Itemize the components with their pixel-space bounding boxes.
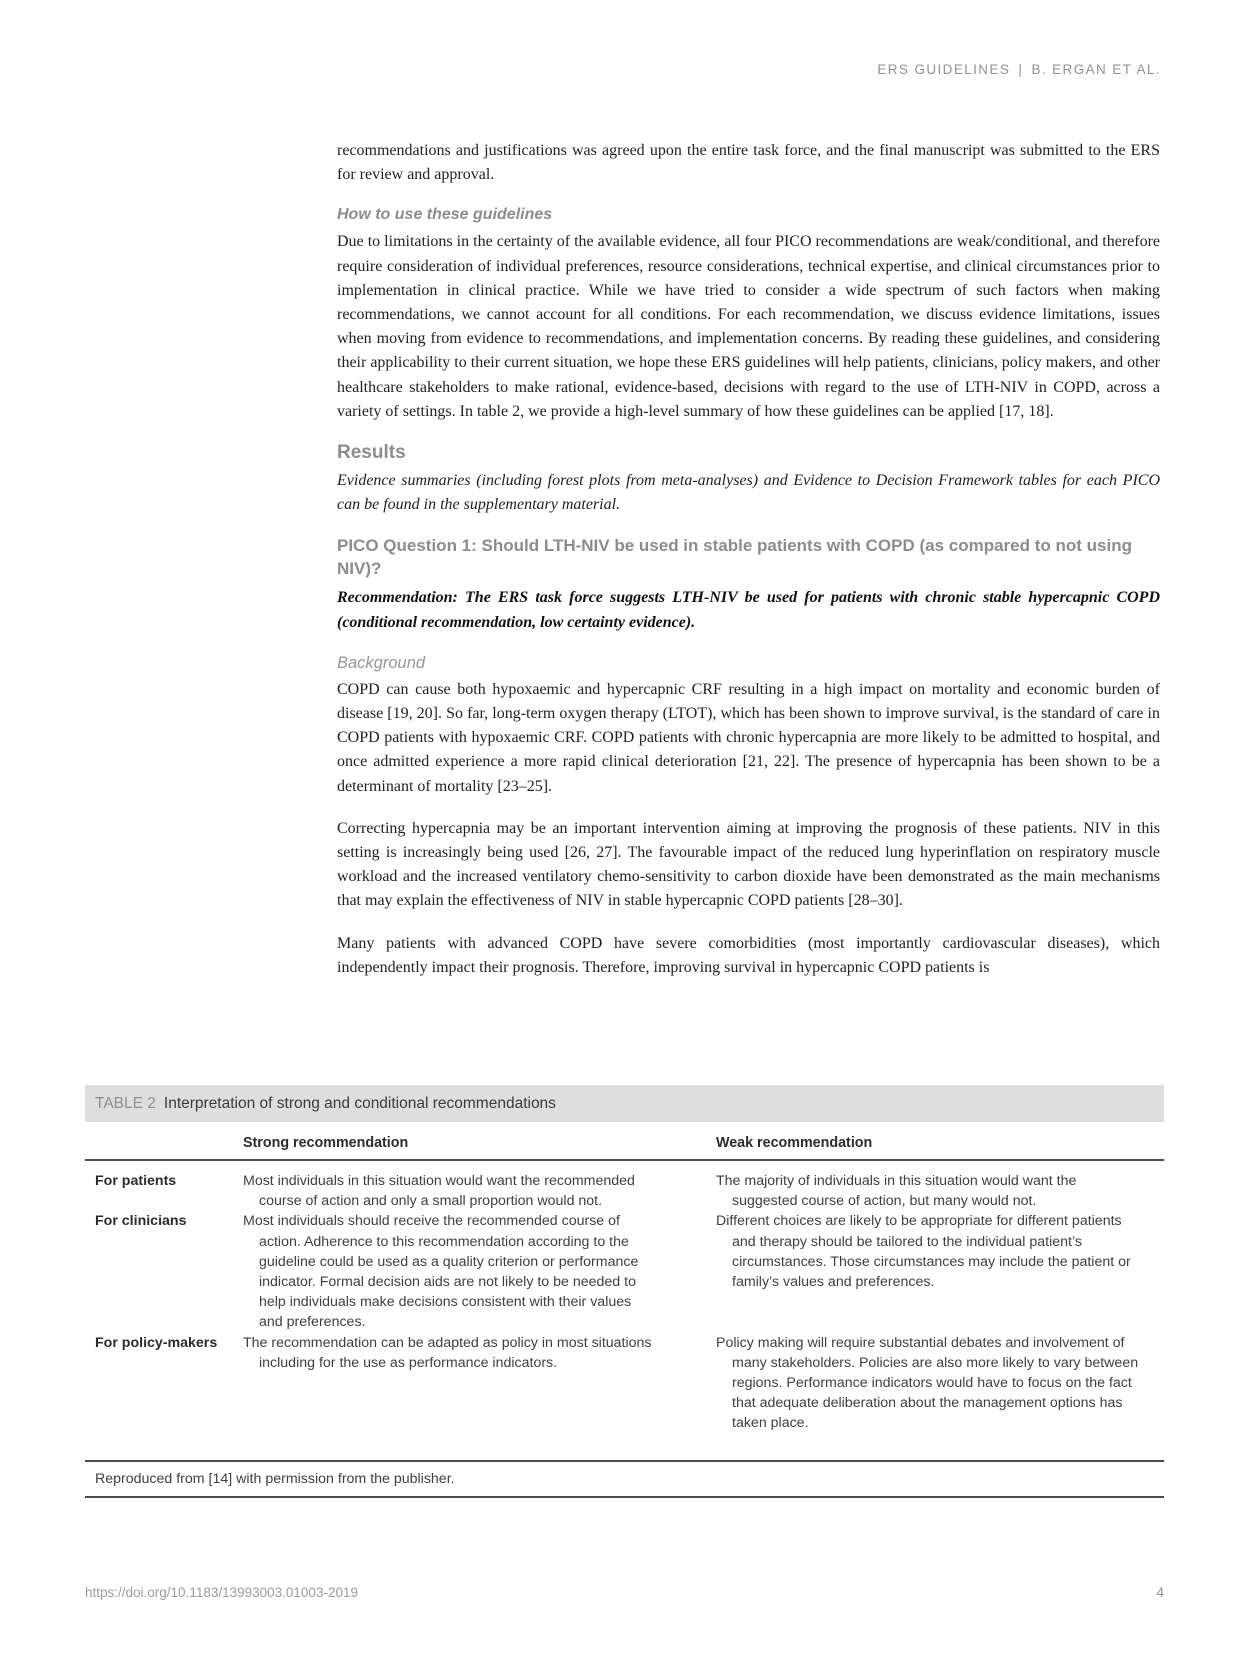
paragraph-intro-continuation: recommendations and justifications was agreed upon the entire task force, and the final manuscript was submitted to the ERS for review and approval. <box>337 142 1160 184</box>
paragraph-background-3: Many patients with advanced COPD have severe comorbidities (most importantly cardiovascular diseases), which independently impact their prognosis. Therefore, improving survival in hypercapnic COPD patients is <box>337 934 1160 976</box>
table-2-header-empty <box>85 1122 243 1159</box>
cell-weak-recommendation: The majority of individuals in this situation would want the suggested course of action, but many would not. <box>716 1173 1077 1210</box>
paragraph-results-note: Evidence summaries (including forest plots from meta-analyses) and Evidence to Decision Framework tables for each PICO can be found in the supplementary material. <box>337 472 1160 514</box>
table-2-footnote: Reproduced from [14] with permission from the publisher. <box>85 1460 1164 1498</box>
table-row-for-policy-makers <box>85 1333 1164 1434</box>
table-2-header-strong: Strong recommendation <box>243 1135 409 1151</box>
table-2-caption: Interpretation of strong and conditional recommendations <box>163 1094 556 1112</box>
heading-pico-question-1: PICO Question 1: Should LTH-NIV be used in stable patients with COPD (as compared to not using NIV)? <box>337 536 1132 578</box>
running-header: ERS GUIDELINES | B. ERGAN ET AL. <box>877 62 1161 77</box>
row-label: For clinicians <box>95 1213 187 1230</box>
row-label: For policy-makers <box>95 1334 218 1351</box>
table-2-body <box>85 1161 1164 1460</box>
paragraph-background-2: Correcting hypercapnia may be an important intervention aiming at improving the prognosis of these patients. NIV in this setting is increasingly being used [26, 27]. The favourable impact of the reduced lung hyperinflation on respiratory muscle workload and the increased ventilatory chemo-sensitivity to carbon dioxide have been demonstrated as the main mechanisms that may explain the effectiveness of NIV in stable hypercapnic COPD patients [28–30]. <box>337 819 1160 910</box>
table-row-for-patients <box>85 1171 1164 1211</box>
cell-strong-recommendation: Most individuals in this situation would want the recommended course of action and only a small proportion would not. <box>243 1173 635 1210</box>
page-footer <box>85 1585 1164 1600</box>
table-2-header-weak: Weak recommendation <box>716 1135 873 1151</box>
row-label: For patients <box>95 1173 177 1189</box>
table-2-label: TABLE 2 <box>95 1094 156 1112</box>
table-2 <box>85 1085 1164 1498</box>
table-row-for-clinicians <box>85 1211 1164 1332</box>
article-body <box>337 139 1160 998</box>
table-2-header-row <box>85 1122 1164 1161</box>
paragraph-background-1: COPD can cause both hypoxaemic and hypercapnic CRF resulting in a high impact on mortality and economic burden of disease [19, 20]. So far, long-term oxygen therapy (LTOT), which has been shown to improve survival, is the standard of care in COPD patients with hypoxaemic CRF. COPD patients with chronic hypercapnia are more likely to be admitted to hospital, and once admitted experience a more rapid clinical deterioration [21, 22]. The presence of hypercapnia has been shown to be a determinant of mortality [23–25]. <box>337 680 1160 795</box>
cell-strong-recommendation: The recommendation can be adapted as policy in most situations including for the use as performance indicators. <box>243 1334 652 1371</box>
doi-link[interactable]: https://doi.org/10.1183/13993003.01003-2019 <box>85 1585 358 1600</box>
paragraph-recommendation: Recommendation: The ERS task force suggests LTH-NIV be used for patients with chronic stable hypercapnic COPD (conditional recommendation, low certainty evidence). <box>337 589 1160 631</box>
table-2-titlebar <box>85 1085 1164 1122</box>
cell-weak-recommendation: Different choices are likely to be appropriate for different patients and therapy should be tailored to the individual patient’s circumstances. Those circumstances may include the patient or family’s values and preferences. <box>716 1213 1131 1291</box>
cell-weak-recommendation: Policy making will require substantial debates and involvement of many stakeholders. Policies are also more likely to vary between regions. Performance indicators would have to focus on the fact that adequate deliberation about the management options has taken place. <box>716 1334 1139 1432</box>
heading-background: Background <box>337 653 426 672</box>
page-number: 4 <box>1156 1585 1164 1600</box>
heading-results: Results <box>337 442 406 464</box>
cell-strong-recommendation: Most individuals should receive the recommended course of action. Adherence to this recommendation according to the guideline could be used as a quality criterion or performance indicator. Formal decision aids are not likely to be needed to help individuals make decisions consistent with their values and preferences. <box>243 1213 639 1331</box>
heading-how-to-use-guidelines: How to use these guidelines <box>337 206 553 224</box>
paragraph-how-to-use: Due to limitations in the certainty of the available evidence, all four PICO recommendations are weak/conditional, and therefore require consideration of individual preferences, resource considerations, technical expertise, and clinical circumstances prior to implementation in clinical practice. While we have tried to consider a wide spectrum of such factors when making recommendations, we cannot account for all conditions. For each recommendation, we discuss evidence limitations, issues when moving from evidence to recommendations, and implementation concerns. By reading these guidelines, and considering their applicability to their current situation, we hope these ERS guidelines will help patients, clinicians, policy makers, and other healthcare stakeholders to make rational, evidence-based, decisions with regard to the use of LTH-NIV in COPD, across a variety of settings. In table 2, we provide a high-level summary of how these guidelines can be applied [17, 18]. <box>337 233 1160 420</box>
